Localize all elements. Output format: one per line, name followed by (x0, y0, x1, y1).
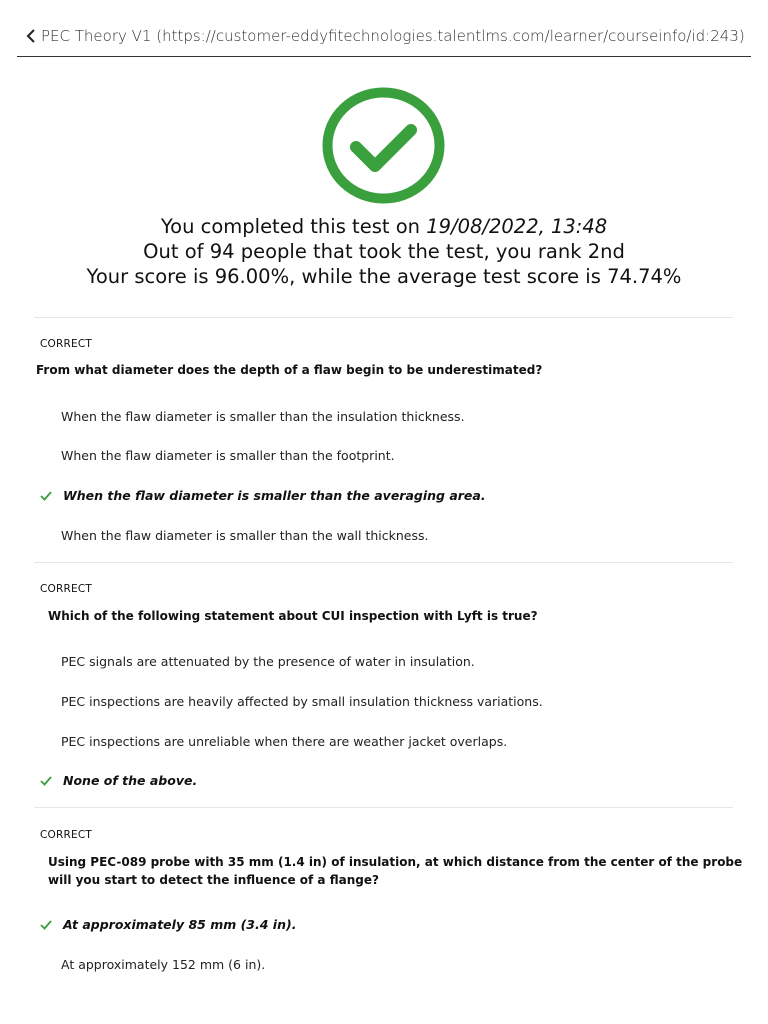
answer-option[interactable]: PEC signals are attenuated by the presence of water in insulation. (61, 654, 475, 669)
check-icon (39, 775, 53, 787)
check-icon (39, 490, 53, 502)
success-check-icon (322, 87, 445, 204)
back-button[interactable] (21, 24, 41, 48)
question-text: From what diameter does the depth of a flaw begin to be underestimated? (36, 363, 543, 377)
completion-date: 19/08/2022, 13:48 (426, 215, 608, 238)
question-status: CORRECT (40, 338, 92, 350)
question-status: CORRECT (40, 583, 92, 595)
score-line: Your score is 96.00%, while the average test score is 74.74% (86, 265, 682, 288)
answer-option[interactable]: PEC inspections are unreliable when there are weather jacket overlaps. (61, 734, 508, 749)
answer-option-correct[interactable]: At approximately 85 mm (3.4 in). (63, 917, 297, 932)
question-text-line-1: Using PEC-089 probe with 35 mm (1.4 in) of insulation, at which distance from the center of the probe (48, 855, 743, 869)
answer-option[interactable]: When the flaw diameter is smaller than the insulation thickness. (61, 409, 465, 424)
divider (34, 317, 733, 318)
question-text: Which of the following statement about CUI inspection with Lyft is true? (48, 609, 538, 623)
answer-option[interactable]: When the flaw diameter is smaller than the wall thickness. (61, 528, 429, 543)
completion-label: You completed this test on (160, 215, 427, 238)
check-icon (39, 919, 53, 931)
page-title: PEC Theory V1 (https://customer-eddyfitechnologies.talentlms.com/learner/courseinfo/id:243) (41, 27, 745, 45)
answer-option-correct[interactable]: When the flaw diameter is smaller than the averaging area. (63, 488, 486, 503)
divider (34, 562, 733, 563)
answer-option[interactable]: At approximately 152 mm (6 in). (61, 957, 266, 972)
result-summary (0, 214, 768, 289)
divider (34, 807, 733, 808)
answer-option[interactable]: PEC inspections are heavily affected by small insulation thickness variations. (61, 694, 543, 709)
completion-line (0, 214, 768, 239)
top-bar (17, 0, 751, 57)
answer-option[interactable]: When the flaw diameter is smaller than the footprint. (61, 448, 395, 463)
question-text-line-2: will you start to detect the influence of a flange? (48, 873, 379, 887)
question-status: CORRECT (40, 829, 92, 841)
chevron-left-icon (25, 28, 37, 44)
answer-option-correct[interactable]: None of the above. (63, 773, 198, 788)
rank-line: Out of 94 people that took the test, you rank 2nd (143, 240, 625, 263)
